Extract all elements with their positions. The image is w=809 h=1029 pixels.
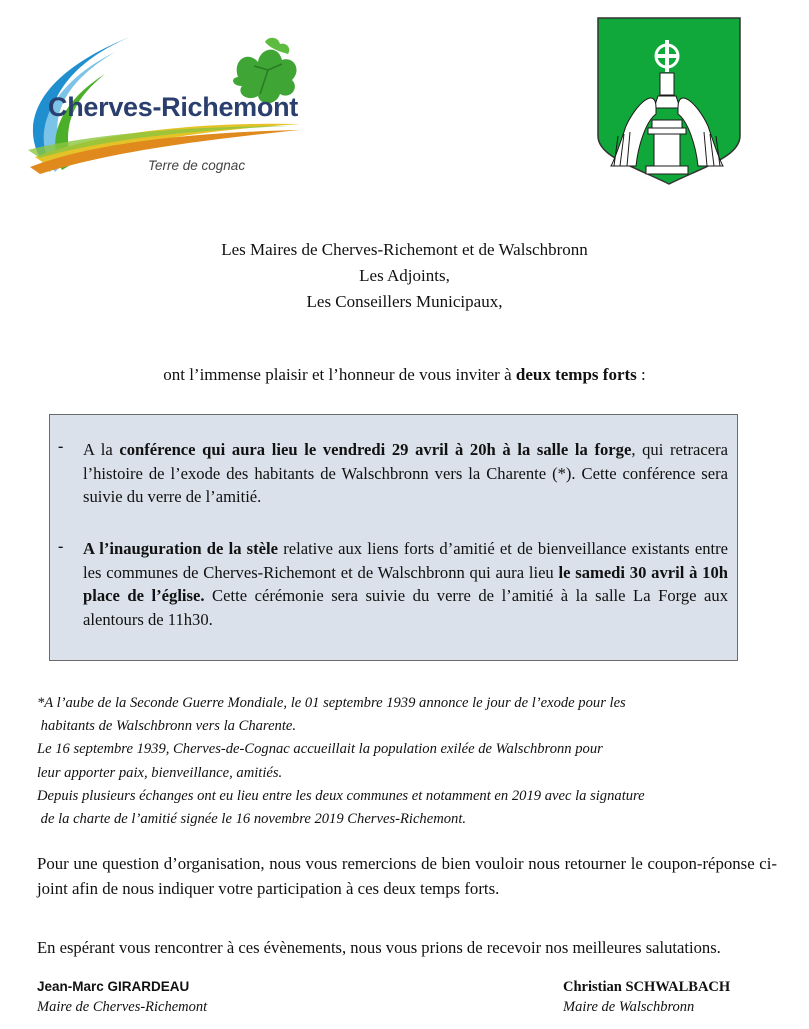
- event-inauguration-text: relative aux liens forts d’amitié et de bienveillance existants entre les communes de Cherves-Richemont et de Walschbronn qui aura lieu: [83, 539, 728, 582]
- walschbronn-coat-of-arms: [596, 16, 742, 186]
- event-conference-description: , qui retracera l’histoire de l’exode des habitants de Walschbronn vers la Charente (*). Cette conférence sera suivie du verre de l’amitié.: [83, 440, 728, 506]
- footnote-line: de la charte de l’amitié signée le 16 novembre 2019 Cherves-Richemont.: [37, 811, 467, 828]
- bullet-dash: -: [58, 438, 64, 455]
- invitation-text: ont l’immense plaisir et l’honneur de vous inviter à: [163, 365, 516, 384]
- closing-paragraph: En espérant vous rencontrer à ces évènements, nous vous prions de recevoir nos meilleures salutations.: [37, 938, 721, 957]
- logo-title: Cherves-Richemont: [48, 92, 298, 122]
- footnote: [37, 692, 777, 831]
- event-conference-text: A la: [83, 440, 120, 459]
- event-inauguration-details: le samedi 30 avril à 10h place de l’église.: [83, 562, 728, 605]
- header-line-adjoints: Les Adjoints,: [359, 266, 450, 285]
- invitation-line: [0, 365, 809, 385]
- event-conference-details: conférence qui aura lieu le vendredi 29 avril à 20h à la salle la forge: [119, 440, 632, 459]
- event-inauguration-description: Cette cérémonie sera suivie du verre de l’amitié à la salle La Forge aux alentours de 11h30.: [83, 586, 728, 629]
- signature-left-role: Maire de Cherves-Richemont: [37, 999, 208, 1015]
- footnote-line: habitants de Walschbronn vers la Charente.: [37, 718, 297, 735]
- footnote-line: *A l’aube de la Seconde Guerre Mondiale, le 01 septembre 1939 annonce le jour de l’exode pour les: [37, 695, 626, 711]
- signature-left-name: Jean-Marc GIRARDEAU: [37, 979, 190, 994]
- header-line-councillors: Les Conseillers Municipaux,: [306, 292, 503, 311]
- footnote-line: Depuis plusieurs échanges ont eu lieu entre les deux communes et notamment en 2019 avec la signature: [37, 787, 645, 804]
- logo-tagline: Terre de cognac: [148, 158, 246, 173]
- invitation-highlight: deux temps forts: [515, 365, 637, 384]
- footnote-line: Le 16 septembre 1939, Cherves-de-Cognac accueillait la population exilée de Walschbronn pour: [37, 741, 603, 758]
- bullet-dash: -: [58, 538, 64, 555]
- header-line-mayors: Les Maires de Cherves-Richemont et de Walschbronn: [221, 240, 588, 259]
- footnote-line: leur apporter paix, bienveillance, amitiés.: [37, 764, 283, 781]
- event-inauguration-title: A l’inauguration de la stèle: [83, 539, 279, 558]
- signature-right-name: Christian SCHWALBACH: [563, 979, 731, 995]
- event-inauguration: [83, 537, 728, 631]
- invitation-colon: :: [636, 365, 646, 384]
- organisation-paragraph: Pour une question d’organisation, nous vous remercions de bien vouloir nous retourner le coupon-réponse ci-joint afin de nous indiquer votre participation à ces deux temps forts.: [37, 854, 777, 898]
- signature-right-role: Maire de Walschbronn: [563, 999, 695, 1015]
- event-conference: [83, 438, 728, 509]
